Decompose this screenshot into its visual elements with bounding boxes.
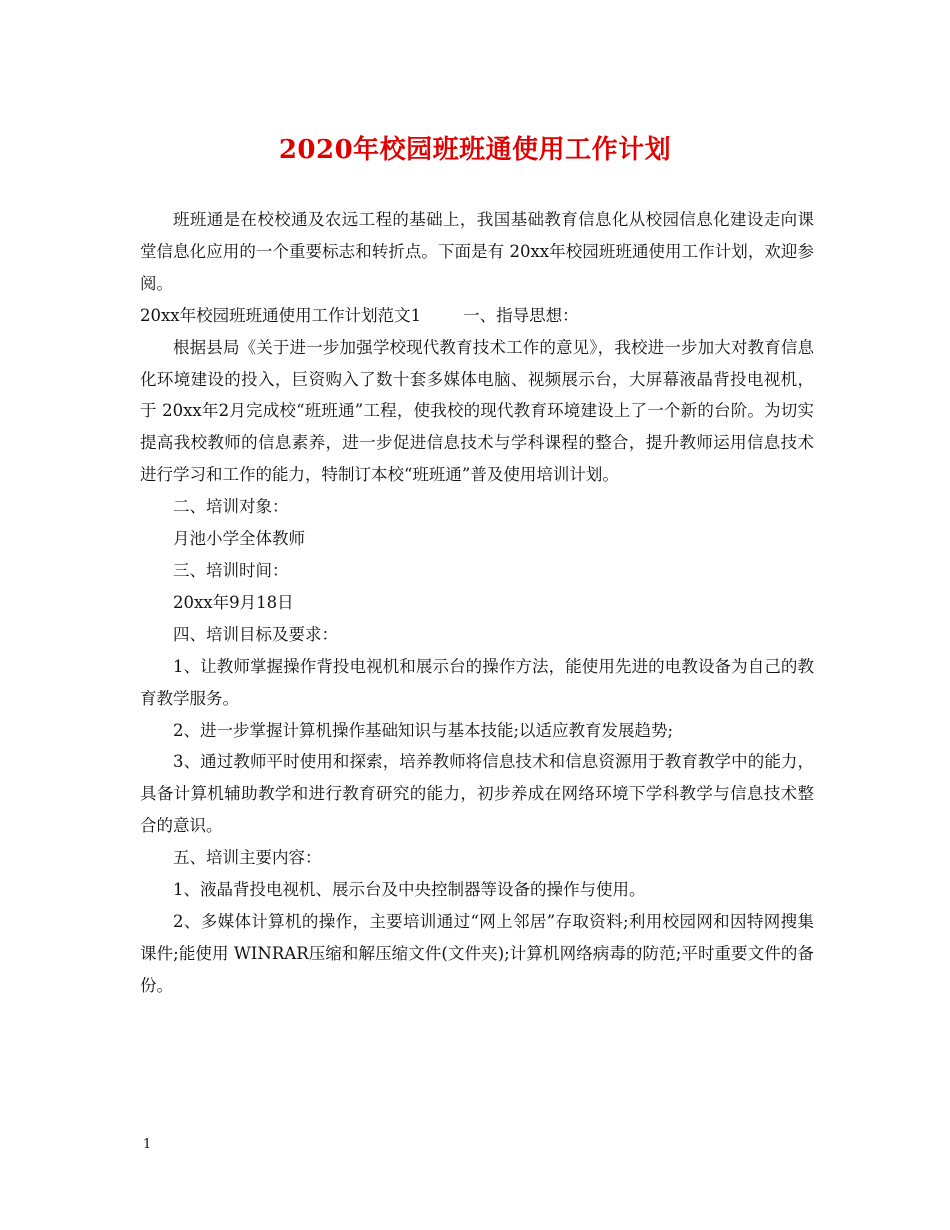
- content-item: 2、多媒体计算机的操作，主要培训通过“网上邻居”存取资料;利用校园网和因特网搜集课件;能使用 WINRAR压缩和解压缩文件(文件夹);计算机网络病毒的防范;平时重要文件的备份。: [140, 911, 814, 995]
- sample-title: 20xx年校园班班通使用工作计划范文1: [140, 305, 422, 325]
- section-heading-training-target: 二、培训对象：: [173, 497, 289, 517]
- content-item: 1、液晶背投电视机、展示台及中央控制器等设备的操作与使用。: [173, 880, 646, 900]
- goal-item: 2、进一步掌握计算机操作基础知识与基本技能;以适应教育发展趋势;: [173, 720, 674, 740]
- section-heading-training-time: 三、培训时间：: [173, 560, 289, 580]
- section-heading-guiding-ideology: 一、指导思想：: [463, 305, 579, 325]
- training-target-text: 月池小学全体教师: [173, 529, 305, 549]
- training-time-text: 20xx年9月18日: [173, 592, 294, 612]
- document-body: [140, 204, 814, 1002]
- document-title: 2020年校园班班通使用工作计划: [278, 135, 672, 165]
- section-heading-content: 五、培训主要内容：: [173, 848, 322, 868]
- guiding-ideology-paragraph: 根据县局《关于进一步加强学校现代教育技术工作的意见》，我校进一步加大对教育信息化环境建设的投入，巨资购入了数十套多媒体电脑、视频展示台，大屏幕液晶背投电视机，于 20xx年2月完成校“班班通”工程，使我校的现代教育环境建设上了一个新的台阶。为切实提高我校教师的信息素养，进一步促进信息技术与学科课程的整合，提升教师运用信息技术进行学习和工作的能力，特制订本校“班班通”普及使用培训计划。: [140, 337, 814, 485]
- page-number: 1: [143, 1137, 152, 1152]
- sample-heading-line: [140, 300, 814, 332]
- section-heading-goals: 四、培训目标及要求：: [173, 624, 338, 644]
- goal-item: 3、通过教师平时使用和探索，培养教师将信息技术和信息资源用于教育教学中的能力，具备计算机辅助教学和进行教育研究的能力，初步养成在网络环境下学科教学与信息技术整合的意识。: [140, 752, 814, 836]
- intro-paragraph: 班班通是在校校通及农远工程的基础上，我国基础教育信息化从校园信息化建设走向课堂信息化应用的一个重要标志和转折点。下面是有 20xx年校园班班通使用工作计划，欢迎参阅。: [140, 210, 814, 293]
- goal-item: 1、让教师掌握操作背投电视机和展示台的操作方法，能使用先进的电教设备为自己的教育教学服务。: [140, 656, 814, 708]
